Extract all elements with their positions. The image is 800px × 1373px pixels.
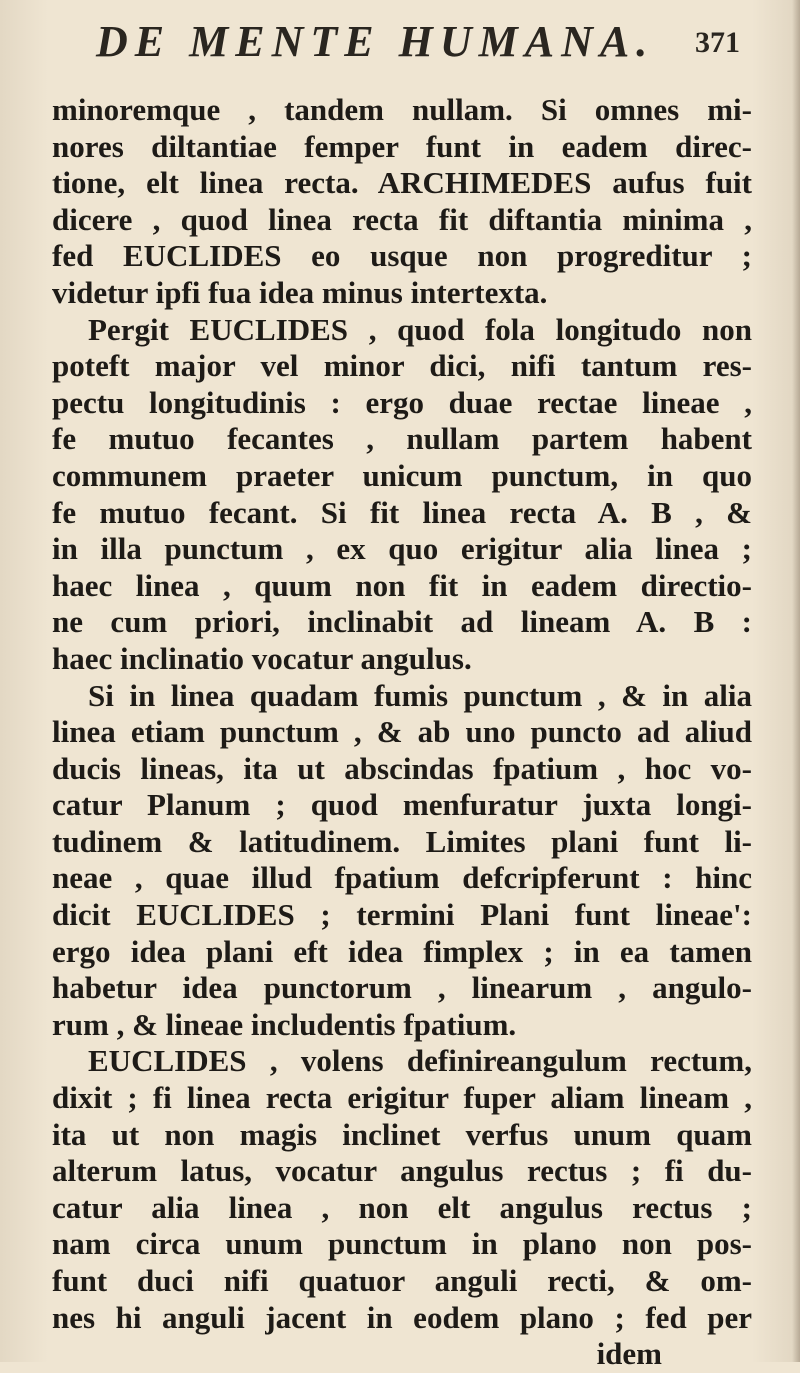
text-line: alterum latus, vocatur angulus rectus ; fi du- [52,1153,752,1189]
text-line: Si in linea quadam fumis punctum , & in alia [88,677,752,713]
text-line: funt duci nifi quatuor anguli recti, & om- [52,1263,752,1298]
text-line: tudinem & latitudinem. Limites plani funt li- [52,823,752,859]
text-line: nes hi anguli jacent in eodem plano ; fed per [52,1299,752,1335]
text-line: catur alia linea , non elt angulus rectus ; [52,1189,752,1225]
text-line: dixit ; fi linea recta erigitur fuper aliam lineam , [52,1080,752,1116]
text-line: ergo idea plani eft idea fimplex ; in ea tamen [52,933,752,969]
text-line: in illa punctum , ex quo erigitur alia linea ; [52,531,752,567]
text-line: tione, elt linea recta. ARCHIMEDES aufus fuit [52,165,752,201]
text-line: ne cum priori, inclinabit ad lineam A. B : [52,604,752,640]
text-line: pectu longitudinis : ergo duae rectae lineae , [52,384,752,420]
text-line: neae , quae illud fpatium defcripferunt : hinc [52,860,752,896]
text-line: poteft major vel minor dici, nifi tantum res- [52,348,752,384]
text-line: dicere , quod linea recta fit diftantia minima , [52,201,752,237]
text-line: videtur ipfi fua idea minus intertexta. [52,274,548,310]
text-line: dicit EUCLIDES ; termini Plani funt lineae': [52,897,752,933]
text-line: nores diltantiae femper funt in eadem direc- [52,128,752,164]
body-text [52,92,752,1373]
text-line: linea etiam punctum , & ab uno puncto ad aliud [52,714,752,750]
text-line: communem praeter unicum punctum, in quo [52,457,752,493]
running-title: DE MENTE HUMANA. [96,17,655,66]
page-edge-shadow [792,0,800,1362]
catchword: idem [596,1336,662,1372]
page-number: 371 [695,26,740,59]
text-line: fe mutuo fecantes , nullam partem habent [52,421,752,457]
text-line: minoremque , tandem nullam. Si omnes mi- [52,92,752,127]
text-line: haec inclinatio vocatur angulus. [52,640,472,676]
text-line: ita ut non magis inclinet verfus unum quam [52,1116,752,1152]
text-line: catur Planum ; quod menfuratur juxta longi- [52,787,752,823]
text-line: habetur idea punctorum , linearum , angulo- [52,970,752,1006]
text-line: nam circa unum punctum in plano non pos- [52,1226,752,1262]
text-line: rum , & lineae includentis fpatium. [52,1006,517,1042]
text-line: EUCLIDES , volens definireangulum rectum, [88,1043,752,1079]
text-line: haec linea , quum non fit in eadem directio- [52,567,752,603]
running-head [60,14,740,74]
text-line: Pergit EUCLIDES , quod fola longitudo non [88,311,752,347]
text-line: fed EUCLIDES eo usque non progreditur ; [52,238,752,274]
text-line: ducis lineas, ita ut abscindas fpatium , hoc vo- [52,750,752,786]
text-line: fe mutuo fecant. Si fit linea recta A. B , & [52,494,752,530]
